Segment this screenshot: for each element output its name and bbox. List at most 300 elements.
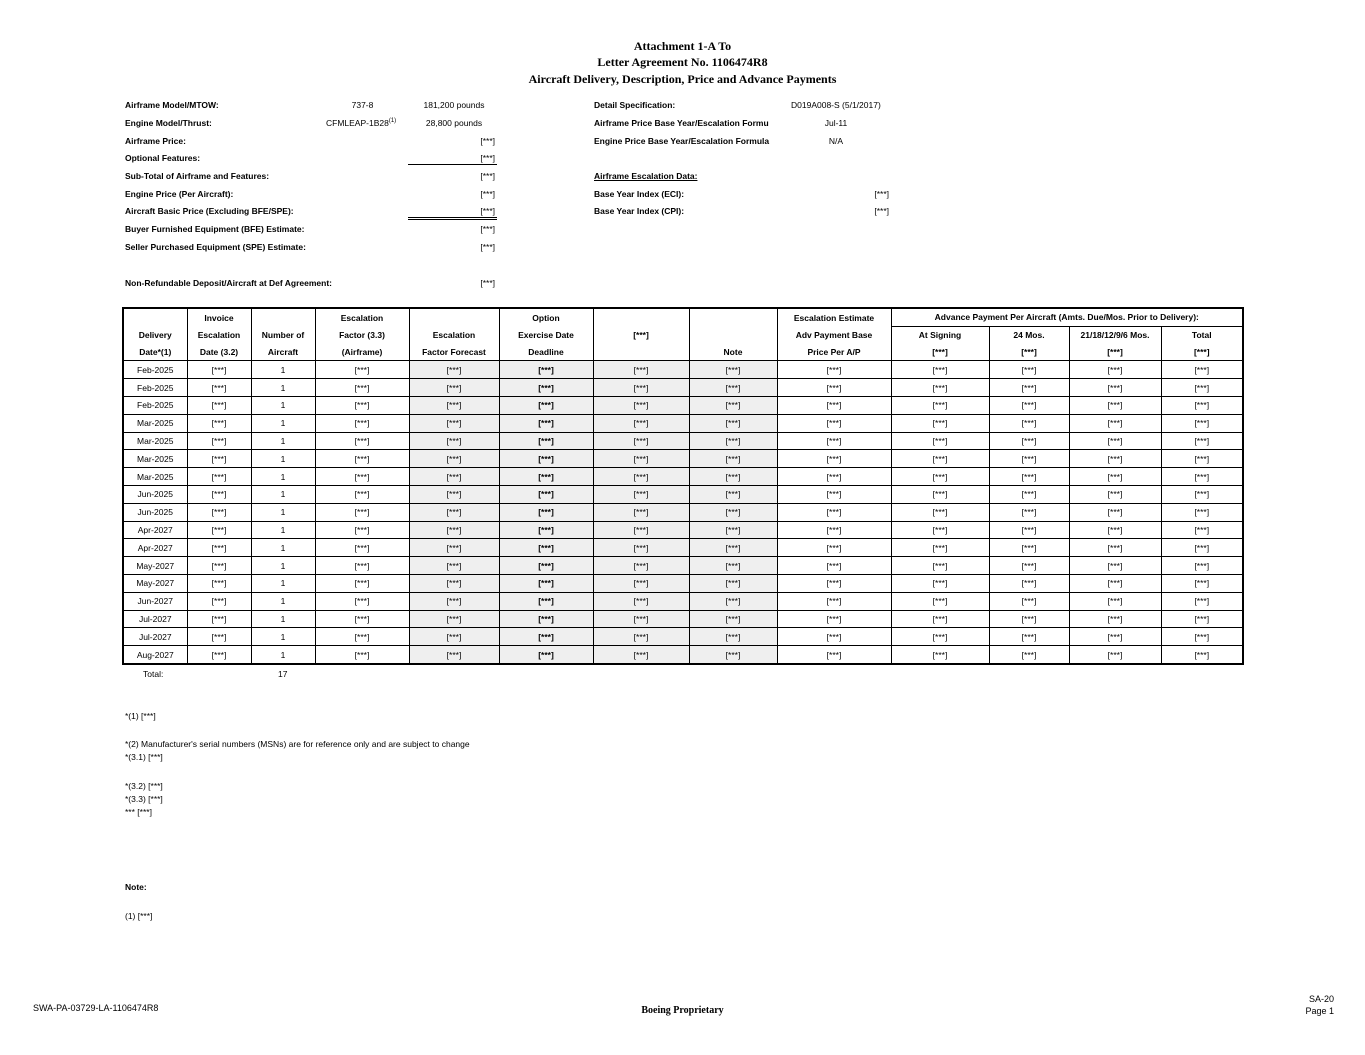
table-cell: [***] (777, 485, 891, 503)
basic-price-value: [***] (480, 206, 495, 216)
header-cell (689, 326, 777, 343)
table-cell: [***] (777, 503, 891, 521)
table-cell: [***] (187, 450, 251, 468)
table-cell: [***] (593, 485, 689, 503)
table-cell: 1 (251, 432, 315, 450)
table-cell: [***] (891, 646, 989, 664)
table-cell: [***] (1161, 539, 1243, 557)
table-cell: [***] (689, 646, 777, 664)
table-cell: [***] (989, 485, 1069, 503)
header-cell: Note (689, 344, 777, 361)
table-cell: [***] (1069, 628, 1161, 646)
table-cell: 1 (251, 646, 315, 664)
header-cell: Escalation Estimate (777, 308, 891, 326)
deposit-label: Non-Refundable Deposit/Aircraft at Def Agreement: (125, 278, 333, 288)
footnote-star: *** [***] (125, 807, 152, 817)
table-cell: [***] (499, 628, 593, 646)
table-row (123, 521, 1243, 539)
table-cell: [***] (1161, 432, 1243, 450)
header-cell: At Signing (891, 326, 989, 343)
table-cell: May-2027 (123, 557, 187, 575)
table-cell: [***] (989, 379, 1069, 397)
table-cell: [***] (689, 485, 777, 503)
header-cell: Escalation (409, 326, 499, 343)
table-row (123, 468, 1243, 486)
table-cell: [***] (891, 485, 989, 503)
airframe-mtow-value: 181,200 pounds (423, 100, 485, 110)
table-cell: [***] (1069, 592, 1161, 610)
table-cell: [***] (1161, 414, 1243, 432)
table-cell: [***] (689, 521, 777, 539)
table-cell: [***] (989, 610, 1069, 628)
table-cell: [***] (499, 432, 593, 450)
table-cell: Feb-2025 (123, 396, 187, 414)
table-cell: [***] (187, 414, 251, 432)
table-cell: [***] (593, 521, 689, 539)
table-cell: [***] (1161, 468, 1243, 486)
table-cell: [***] (315, 628, 409, 646)
table-cell: [***] (499, 396, 593, 414)
table-cell: Apr-2027 (123, 539, 187, 557)
engine-base-value: N/A (828, 136, 844, 146)
title-line-3: Aircraft Delivery, Description, Price and Advance Payments (528, 72, 837, 86)
table-cell: [***] (1069, 485, 1161, 503)
table-cell: [***] (187, 396, 251, 414)
table-cell: [***] (989, 539, 1069, 557)
engine-price-label: Engine Price (Per Aircraft): (125, 189, 234, 199)
table-cell: [***] (315, 557, 409, 575)
table-cell: [***] (1161, 628, 1243, 646)
table-cell: Jul-2027 (123, 610, 187, 628)
header-cell: Deadline (499, 344, 593, 361)
table-cell: [***] (593, 468, 689, 486)
table-cell: [***] (891, 557, 989, 575)
table-cell: [***] (187, 592, 251, 610)
table-cell: [***] (1161, 503, 1243, 521)
table-cell: [***] (593, 557, 689, 575)
table-cell: [***] (1161, 610, 1243, 628)
table-cell: [***] (689, 450, 777, 468)
proprietary-notice: Boeing Proprietary (641, 1005, 724, 1016)
header-cell: Factor Forecast (409, 344, 499, 361)
table-cell: [***] (777, 539, 891, 557)
header-cell (593, 344, 689, 361)
total-value: 17 (278, 669, 288, 679)
header-cell (409, 308, 499, 326)
table-cell: Mar-2025 (123, 432, 187, 450)
table-cell: Apr-2027 (123, 521, 187, 539)
table-cell: [***] (689, 432, 777, 450)
table-cell: [***] (593, 628, 689, 646)
table-cell: [***] (315, 574, 409, 592)
header-cell: Date (3.2) (187, 344, 251, 361)
table-cell: [***] (593, 646, 689, 664)
deposit-value: [***] (480, 278, 495, 288)
table-cell: [***] (499, 592, 593, 610)
table-cell: [***] (891, 592, 989, 610)
header-cell: Exercise Date (499, 326, 593, 343)
header-cell: [***] (989, 344, 1069, 361)
table-cell: [***] (409, 468, 499, 486)
escalation-data-label: Airframe Escalation Data: (594, 171, 698, 181)
table-cell: [***] (989, 521, 1069, 539)
header-cell (689, 308, 777, 326)
table-cell: [***] (689, 610, 777, 628)
header-cell: Escalation (187, 326, 251, 343)
engine-base-label: Engine Price Base Year/Escalation Formula (594, 136, 770, 146)
eci-value: [***] (874, 189, 889, 199)
table-body (123, 361, 1243, 664)
table-cell: [***] (187, 432, 251, 450)
table-cell: [***] (989, 468, 1069, 486)
table-cell: [***] (593, 574, 689, 592)
table-cell: [***] (187, 379, 251, 397)
airframe-base-value: Jul-11 (824, 118, 848, 128)
table-cell: Mar-2025 (123, 468, 187, 486)
table-cell: [***] (891, 468, 989, 486)
engine-model-label: Engine Model/Thrust: (125, 118, 212, 128)
table-cell: [***] (1069, 610, 1161, 628)
table-cell: [***] (989, 503, 1069, 521)
header-cell: Option (499, 308, 593, 326)
header-row-2 (123, 326, 1243, 343)
table-cell: [***] (409, 503, 499, 521)
table-cell: [***] (777, 361, 891, 379)
table-cell: [***] (777, 414, 891, 432)
table-cell: [***] (499, 450, 593, 468)
table-cell: [***] (689, 468, 777, 486)
table-cell: 1 (251, 628, 315, 646)
airframe-price-value: [***] (480, 136, 495, 146)
table-cell: 1 (251, 574, 315, 592)
engine-price-value: [***] (480, 189, 495, 199)
airframe-model-label: Airframe Model/MTOW: (125, 100, 219, 110)
detail-spec-value: D019A008-S (5/1/2017) (791, 100, 881, 110)
engine-thrust-value: 28,800 pounds (425, 118, 483, 128)
header-cell: Escalation (315, 308, 409, 326)
table-cell: [***] (187, 557, 251, 575)
sa-number: SA-20 (1308, 994, 1334, 1004)
table-row (123, 379, 1243, 397)
table-cell: [***] (1069, 646, 1161, 664)
table-cell: [***] (1161, 361, 1243, 379)
table-cell: [***] (593, 432, 689, 450)
table-cell: [***] (187, 646, 251, 664)
table-cell: [***] (689, 361, 777, 379)
airframe-price-label: Airframe Price: (125, 136, 186, 146)
table-cell: Mar-2025 (123, 450, 187, 468)
bfe-value: [***] (480, 224, 495, 234)
spe-label: Seller Purchased Equipment (SPE) Estimate: (125, 242, 306, 252)
detail-spec-label: Detail Specification: (594, 100, 676, 110)
table-cell: Jul-2027 (123, 628, 187, 646)
table-cell: [***] (989, 450, 1069, 468)
table-cell: [***] (777, 610, 891, 628)
table-cell: [***] (891, 361, 989, 379)
table-cell: [***] (315, 379, 409, 397)
subtotal-label: Sub-Total of Airframe and Features: (125, 171, 270, 181)
table-cell: [***] (409, 485, 499, 503)
table-header (123, 308, 1243, 361)
table-cell: 1 (251, 361, 315, 379)
table-cell: [***] (777, 432, 891, 450)
table-cell: [***] (989, 574, 1069, 592)
table-cell: [***] (593, 361, 689, 379)
header-cell: Price Per A/P (777, 344, 891, 361)
table-cell: [***] (499, 539, 593, 557)
table-cell: [***] (1069, 521, 1161, 539)
table-cell: [***] (499, 414, 593, 432)
table-cell: [***] (1069, 361, 1161, 379)
table-cell: [***] (409, 396, 499, 414)
table-row (123, 646, 1243, 664)
header-cell: Factor (3.3) (315, 326, 409, 343)
footnote-2: *(2) Manufacturer's serial numbers (MSNs) are for reference only and are subject to change (125, 739, 470, 749)
table-cell: Aug-2027 (123, 646, 187, 664)
header-cell: Total (1161, 326, 1243, 343)
table-cell: [***] (315, 539, 409, 557)
header-cell: Adv Payment Base (777, 326, 891, 343)
table-cell: [***] (1069, 557, 1161, 575)
table-cell: 1 (251, 610, 315, 628)
table-cell: [***] (777, 628, 891, 646)
title-line-2: Letter Agreement No. 1106474R8 (597, 55, 768, 69)
table-cell: [***] (1069, 432, 1161, 450)
header-cell: [***] (593, 326, 689, 343)
header-row-1 (123, 308, 1243, 326)
table-cell: [***] (1069, 396, 1161, 414)
table-row (123, 539, 1243, 557)
table-row (123, 361, 1243, 379)
table-cell: [***] (777, 450, 891, 468)
table-cell: May-2027 (123, 574, 187, 592)
header-cell (593, 308, 689, 326)
advance-payment-header: Advance Payment Per Aircraft (Amts. Due/Mos. Prior to Delivery): (891, 308, 1243, 326)
table-row (123, 414, 1243, 432)
table-cell: [***] (689, 396, 777, 414)
header-cell: [***] (891, 344, 989, 361)
table-cell: [***] (499, 485, 593, 503)
table-cell: [***] (891, 539, 989, 557)
table-cell: [***] (499, 379, 593, 397)
title-line-1: Attachment 1-A To (633, 39, 732, 53)
table-cell: [***] (593, 592, 689, 610)
eci-label: Base Year Index (ECI): (594, 189, 685, 199)
table-cell: [***] (1161, 574, 1243, 592)
table-cell: [***] (187, 503, 251, 521)
table-cell: [***] (315, 503, 409, 521)
page-number: Page 1 (1305, 1006, 1334, 1016)
table-cell: [***] (891, 628, 989, 646)
footnote-3-1: *(3.1) [***] (125, 752, 163, 762)
table-cell: [***] (409, 574, 499, 592)
table-cell: [***] (409, 646, 499, 664)
table-cell: [***] (315, 592, 409, 610)
table-cell: [***] (499, 361, 593, 379)
table-cell: Feb-2025 (123, 361, 187, 379)
table-cell: [***] (989, 414, 1069, 432)
table-cell: [***] (593, 379, 689, 397)
header-cell: Date*(1) (123, 344, 187, 361)
table-cell: [***] (891, 414, 989, 432)
table-cell: [***] (777, 468, 891, 486)
airframe-model-value: 737-8 (351, 100, 374, 110)
header-cell: 21/18/12/9/6 Mos. (1069, 326, 1161, 343)
header-row-3 (123, 344, 1243, 361)
table-cell: [***] (891, 574, 989, 592)
table-cell: [***] (891, 610, 989, 628)
table-cell: [***] (315, 396, 409, 414)
table-cell: [***] (891, 396, 989, 414)
table-cell: [***] (989, 432, 1069, 450)
note-1: (1) [***] (125, 911, 153, 921)
table-row (123, 503, 1243, 521)
table-cell: [***] (689, 503, 777, 521)
table-row (123, 557, 1243, 575)
table-cell: [***] (1069, 450, 1161, 468)
basic-price-label: Aircraft Basic Price (Excluding BFE/SPE): (125, 206, 294, 216)
table-row (123, 485, 1243, 503)
table-cell: 1 (251, 592, 315, 610)
table-cell: Mar-2025 (123, 414, 187, 432)
table-cell: [***] (315, 414, 409, 432)
table-row (123, 450, 1243, 468)
table-cell: 1 (251, 521, 315, 539)
table-cell: [***] (409, 432, 499, 450)
table-row (123, 592, 1243, 610)
table-cell: [***] (891, 379, 989, 397)
airframe-base-label: Airframe Price Base Year/Escalation Formu (594, 118, 769, 128)
table-cell: [***] (777, 521, 891, 539)
cpi-label: Base Year Index (CPI): (594, 206, 685, 216)
table-cell: [***] (409, 628, 499, 646)
table-row (123, 396, 1243, 414)
table-cell: [***] (1069, 574, 1161, 592)
table-cell: 1 (251, 450, 315, 468)
table-cell: [***] (409, 610, 499, 628)
table-cell: [***] (409, 557, 499, 575)
table-cell: [***] (187, 539, 251, 557)
table-cell: [***] (593, 450, 689, 468)
table-cell: [***] (499, 468, 593, 486)
table-cell: [***] (777, 592, 891, 610)
table-cell: [***] (777, 574, 891, 592)
table-cell: [***] (989, 361, 1069, 379)
table-cell: [***] (1161, 646, 1243, 664)
table-cell: [***] (499, 610, 593, 628)
table-cell: [***] (315, 450, 409, 468)
table-cell: 1 (251, 414, 315, 432)
table-cell: [***] (1069, 414, 1161, 432)
table-row (123, 628, 1243, 646)
optional-features-label: Optional Features: (125, 153, 201, 163)
table-cell: [***] (777, 396, 891, 414)
table-cell: [***] (989, 396, 1069, 414)
table-cell: [***] (1161, 485, 1243, 503)
table-cell: [***] (1069, 468, 1161, 486)
engine-model-value: CFMLEAP-1B28$^{(1)}$ (326, 118, 397, 128)
basic-price-double-line-2 (408, 219, 497, 220)
table-cell: Jun-2025 (123, 503, 187, 521)
table-cell: [***] (315, 521, 409, 539)
table-cell: [***] (689, 557, 777, 575)
table-cell: [***] (187, 628, 251, 646)
table-cell: [***] (315, 485, 409, 503)
header-cell (123, 308, 187, 326)
table-cell: [***] (409, 521, 499, 539)
table-cell: [***] (409, 361, 499, 379)
table-cell: [***] (689, 628, 777, 646)
table-cell: [***] (689, 414, 777, 432)
table-cell: [***] (989, 592, 1069, 610)
header-cell: [***] (1161, 344, 1243, 361)
header-cell: 24 Mos. (989, 326, 1069, 343)
table-cell: [***] (499, 646, 593, 664)
header-cell: [***] (1069, 344, 1161, 361)
header-cell: Delivery (138, 329, 172, 340)
table-cell: 1 (251, 379, 315, 397)
table-cell: [***] (689, 539, 777, 557)
header-cell: Invoice (187, 308, 251, 326)
table-cell: [***] (1069, 379, 1161, 397)
table-row (123, 610, 1243, 628)
table-cell: [***] (891, 521, 989, 539)
table-cell: [***] (187, 610, 251, 628)
bfe-label: Buyer Furnished Equipment (BFE) Estimate: (125, 224, 305, 234)
table-cell: 1 (251, 396, 315, 414)
table-cell: [***] (1161, 521, 1243, 539)
basic-price-double-line-1 (408, 217, 497, 218)
table-cell: [***] (593, 539, 689, 557)
subtotal-divider (408, 164, 497, 165)
table-cell: 1 (251, 485, 315, 503)
table-cell: [***] (989, 557, 1069, 575)
optional-features-value: [***] (480, 153, 495, 163)
header-cell: Number of (251, 326, 315, 343)
table-cell: [***] (1161, 592, 1243, 610)
table-cell: [***] (315, 610, 409, 628)
table-cell: [***] (1069, 503, 1161, 521)
table-cell: [***] (409, 379, 499, 397)
table-row (123, 574, 1243, 592)
cpi-value: [***] (874, 206, 889, 216)
table-cell: [***] (593, 610, 689, 628)
doc-id: SWA-PA-03729-LA-1106474R8 (33, 1003, 159, 1013)
table-cell: [***] (187, 574, 251, 592)
table-row (123, 432, 1243, 450)
table-cell: [***] (689, 379, 777, 397)
table-cell: [***] (1161, 396, 1243, 414)
table-cell: [***] (891, 432, 989, 450)
note-label: Note: (125, 882, 147, 892)
subtotal-value: [***] (480, 171, 495, 181)
table-cell: [***] (499, 521, 593, 539)
footnote-1: *(1) [***] (125, 711, 156, 721)
table-cell: [***] (1161, 450, 1243, 468)
table-cell: [***] (187, 468, 251, 486)
table-cell: [***] (777, 646, 891, 664)
table-cell: [***] (499, 557, 593, 575)
table-cell: Feb-2025 (123, 379, 187, 397)
table-cell: [***] (315, 432, 409, 450)
table-cell: [***] (777, 379, 891, 397)
header-cell: Aircraft (251, 344, 315, 361)
header-cell (251, 308, 315, 326)
spe-value: [***] (480, 242, 495, 252)
header-cell: (Airframe) (315, 344, 409, 361)
table-cell: 1 (251, 468, 315, 486)
table-cell: [***] (989, 646, 1069, 664)
